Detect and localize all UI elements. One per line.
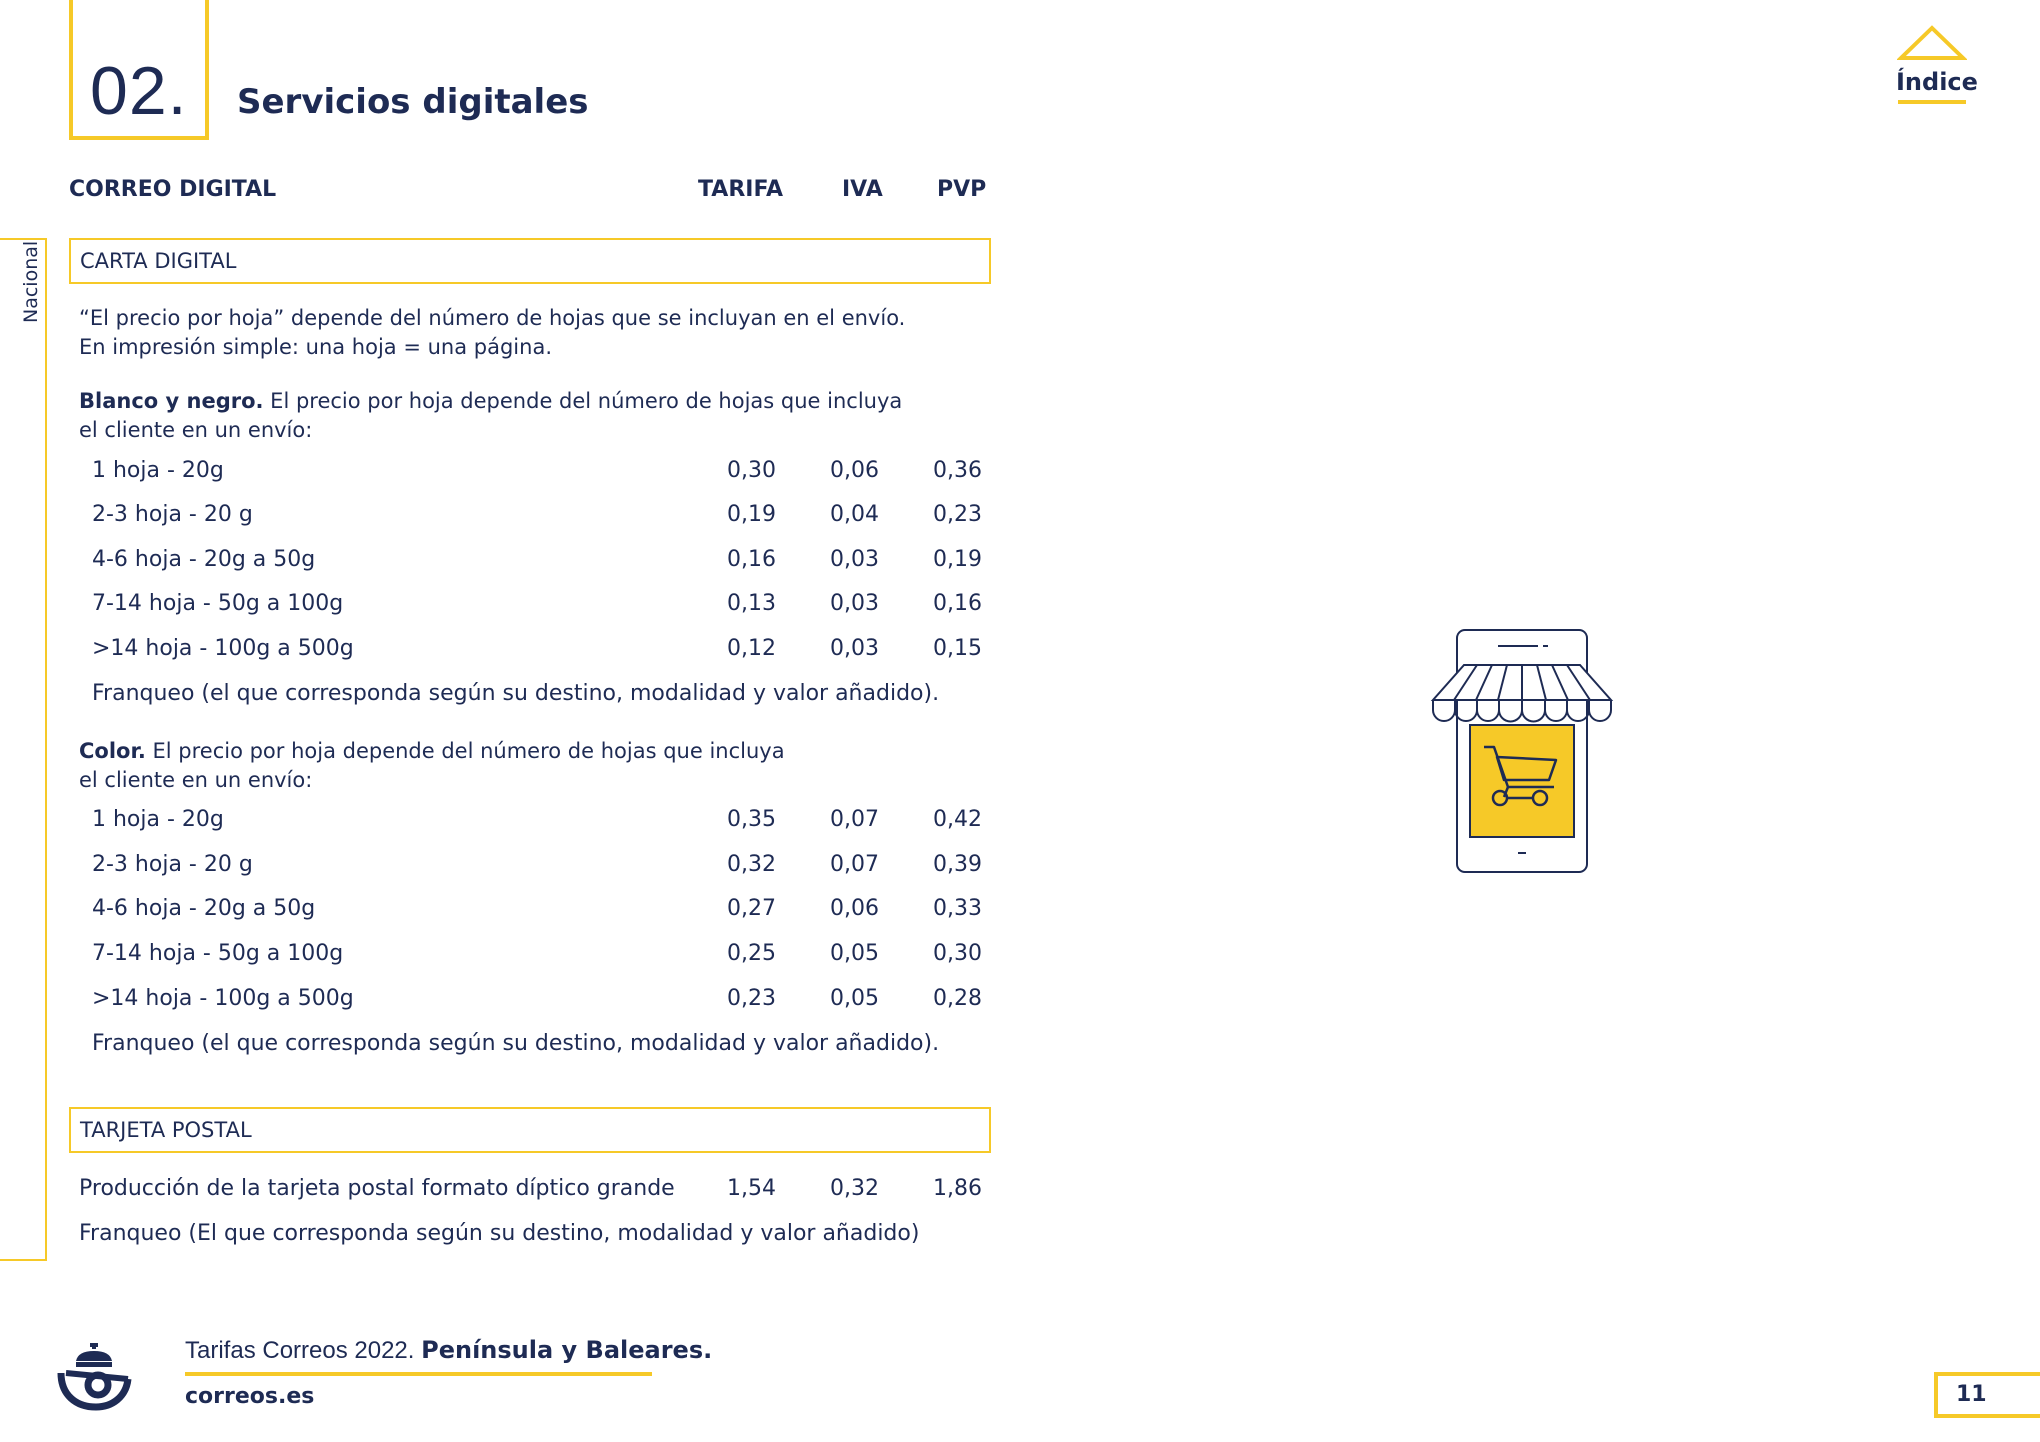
bw-desc-line-2: el cliente en un envío: [79,418,313,442]
row-tarifa: 0,27 [727,896,776,921]
row-iva: 0,06 [830,458,879,483]
intro-text [79,304,905,362]
table-section-title: CORREO DIGITAL [69,177,277,202]
row-label: >14 hoja - 100g a 500g [92,636,354,661]
bw-description [79,387,902,445]
side-tab-nacional [0,237,46,323]
table-row [0,1176,1000,1206]
page-number: 11 [1934,1372,2040,1418]
color-desc-line-1: El precio por hoja depende del número de hojas que incluya [145,739,785,763]
row-iva: 0,03 [830,636,879,661]
side-bracket [0,238,47,1261]
table-row [0,636,1000,666]
row-tarifa: 0,12 [727,636,776,661]
bw-franqueo-note: Franqueo (el que corresponda según su destino, modalidad y valor añadido). [92,681,940,706]
row-iva: 0,07 [830,852,879,877]
table-row [0,896,1000,926]
column-header-pvp: PVP [937,177,987,202]
footer-site-link[interactable]: correos.es [185,1384,315,1409]
table-row [0,502,1000,532]
table-row [0,986,1000,1016]
table-row [0,591,1000,621]
row-pvp: 0,42 [933,807,982,832]
row-tarifa: 0,25 [727,941,776,966]
section-carta-digital: CARTA DIGITAL [69,238,991,284]
row-tarifa: 0,23 [727,986,776,1011]
index-label: Índice [1896,68,1978,96]
row-iva: 0,03 [830,547,879,572]
color-desc-line-2: el cliente en un envío: [79,768,313,792]
row-tarifa: 0,16 [727,547,776,572]
row-tarifa: 0,13 [727,591,776,616]
row-label: 2-3 hoja - 20 g [92,502,253,527]
row-pvp: 0,39 [933,852,982,877]
mobile-shop-cart-icon [1430,627,1616,877]
row-pvp: 0,23 [933,502,982,527]
row-label: 4-6 hoja - 20g a 50g [92,896,316,921]
row-iva: 0,32 [830,1176,879,1201]
row-tarifa: 1,54 [727,1176,776,1201]
chapter-number: 02. [90,53,188,129]
intro-line-1: “El precio por hoja” depende del número de hojas que se incluyan en el envío. [79,306,906,330]
row-label: 1 hoja - 20g [92,458,224,483]
table-row [0,458,1000,488]
row-iva: 0,04 [830,502,879,527]
row-label: 7-14 hoja - 50g a 100g [92,941,344,966]
row-label: 2-3 hoja - 20 g [92,852,253,877]
row-tarifa: 0,19 [727,502,776,527]
footer-tarifas [185,1336,712,1365]
side-label-text: Nacional [20,240,42,323]
table-row [0,852,1000,882]
row-label: Producción de la tarjeta postal formato díptico grande [79,1176,675,1201]
page-title: Servicios digitales [237,82,589,122]
row-label: >14 hoja - 100g a 500g [92,986,354,1011]
row-pvp: 0,36 [933,458,982,483]
row-tarifa: 0,32 [727,852,776,877]
column-header-iva: IVA [842,177,883,202]
color-heading: Color. [79,739,146,763]
row-tarifa: 0,35 [727,807,776,832]
table-row [0,941,1000,971]
row-tarifa: 0,30 [727,458,776,483]
row-iva: 0,05 [830,941,879,966]
row-iva: 0,07 [830,807,879,832]
row-pvp: 1,86 [933,1176,982,1201]
footer-underline [185,1372,652,1376]
triangle-up-icon [1897,24,1967,62]
row-pvp: 0,16 [933,591,982,616]
row-pvp: 0,15 [933,636,982,661]
table-row [0,547,1000,577]
index-underline [1898,100,1966,104]
row-iva: 0,06 [830,896,879,921]
section-tarjeta-postal: TARJETA POSTAL [69,1107,991,1153]
footer-region: Península y Baleares. [421,1336,713,1364]
bw-heading: Blanco y negro. [79,389,264,413]
row-pvp: 0,28 [933,986,982,1011]
index-link[interactable] [1896,24,1978,106]
row-label: 1 hoja - 20g [92,807,224,832]
color-description [79,737,785,795]
bw-desc-line-1: El precio por hoja depende del número de hojas que incluya [263,389,903,413]
row-pvp: 0,19 [933,547,982,572]
color-franqueo-note: Franqueo (el que corresponda según su destino, modalidad y valor añadido). [92,1031,940,1056]
correos-logo [56,1343,132,1415]
footer-tarifas-text: Tarifas Correos 2022. [185,1337,422,1364]
row-label: 4-6 hoja - 20g a 50g [92,547,316,572]
intro-line-2: En impresión simple: una hoja = una página. [79,335,552,359]
row-pvp: 0,30 [933,941,982,966]
postal-franqueo-note: Franqueo (El que corresponda según su destino, modalidad y valor añadido) [79,1221,920,1246]
row-iva: 0,03 [830,591,879,616]
row-label: 7-14 hoja - 50g a 100g [92,591,344,616]
table-row [0,807,1000,837]
row-iva: 0,05 [830,986,879,1011]
row-pvp: 0,33 [933,896,982,921]
column-header-tarifa: TARIFA [698,177,783,202]
